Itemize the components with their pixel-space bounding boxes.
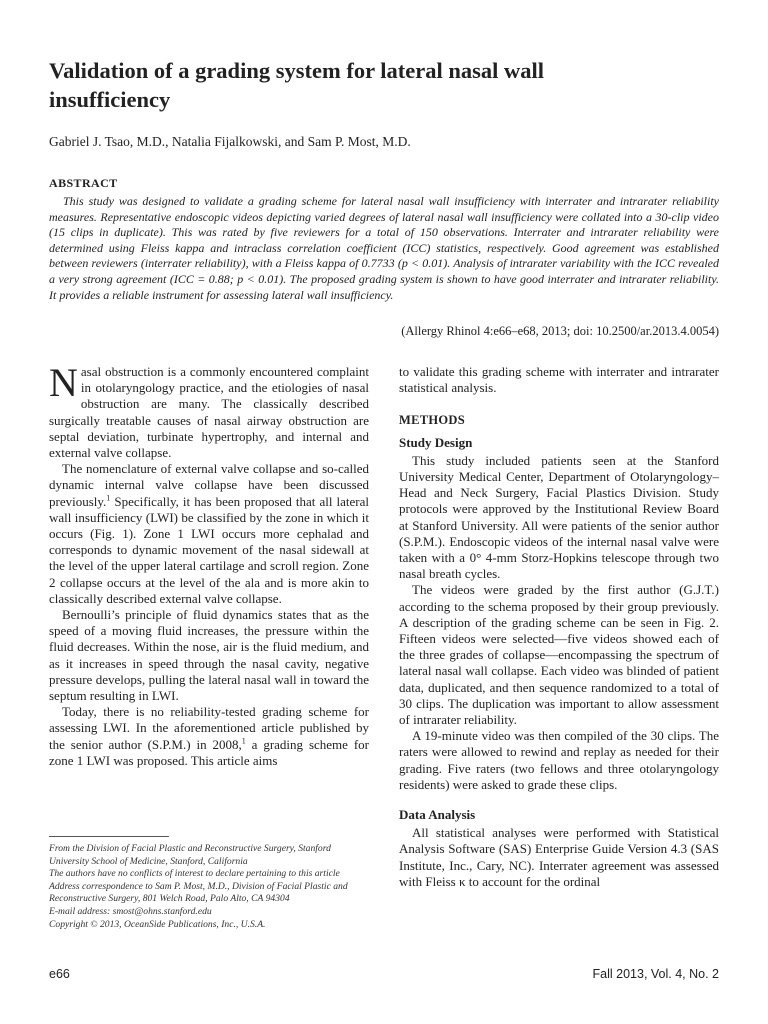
footnotes xyxy=(49,843,371,931)
right-column xyxy=(399,364,719,890)
intro-paragraph-1 xyxy=(49,360,369,461)
footnote-copyright: Copyright © 2013, OceanSide Publications, Inc., U.S.A. xyxy=(49,918,266,930)
intro-paragraph-4-text-a: Today, there is no reliability-tested grading scheme for assessing LWI. In the aforementioned article published by the senior author (S.P.M.) in 2008, xyxy=(49,704,369,752)
abstract-body: This study was designed to validate a grading scheme for lateral nasal wall insufficiency with interrater and intrarater reliability measures. Representative endoscopic videos depicting varied degrees of lateral nasal wall insufficiency were collated into a 30-clip video (15 clips in duplicate). This was rated by five reviewers for a total of 150 observations. Interrater and intrarater reliability were determined using Fleiss kappa and intraclass correlation coefficient (ICC) statistics, respectively. Good agreement was established between reviewers (interrater reliability), with a Fleiss kappa of 0.7733 (p < 0.01). Analysis of intrarater variability with the ICC revealed a very strong agreement (ICC = 0.88; p < 0.01). The proposed grading system is shown to have good interrater and intrarater reliability. It provides a reliable instrument for assessing lateral wall insufficiency. xyxy=(49,194,719,302)
citation: (Allergy Rhinol 4:e66–e68, 2013; doi: 10.2500/ar.2013.4.0054) xyxy=(401,324,719,338)
intro-paragraph-3: Bernoulli’s principle of fluid dynamics states that as the speed of a moving fluid increases, the pressure within the fluid decreases. Within the nose, air is the fluid medium, and as it increases in speed through the nasal cavity, negative pressure develops, pulling the lateral nasal wall in toward the septum resulting in LWI. xyxy=(49,607,369,704)
issue-info: Fall 2013, Vol. 4, No. 2 xyxy=(592,967,719,981)
study-design-heading: Study Design xyxy=(399,434,473,450)
intro-paragraph-2-text-a: The nomenclature of external valve collapse and so-called dynamic internal valve collapse have been discussed previously. xyxy=(49,461,369,509)
reference-marker: 1 xyxy=(106,493,111,503)
methods-paragraph-2: The videos were graded by the first author (G.J.T.) according to the schema proposed by their group previously. A description of the grading scheme can be seen in Fig. 2. Fifteen videos were selected—five videos showed each of the three grades of collapse—encompassing the spectrum of lateral nasal wall collapse. Each video was blinded of patient data, duplicated, and then sequence randomized to a total of 30 clips. The duplication was important to allow assessment of intrarater reliability. xyxy=(399,582,719,728)
intro-paragraph-2-text-b: Specifically, it has been proposed that all lateral wall insufficiency (LWI) be classified by the zone in which it occurs (Fig. 1). Zone 1 LWI occurs more cephalad and corresponds to dynamic movement of the nasal sidewall at the level of the upper lateral cartilage and scroll region. Zone 2 collapse occurs at the level of the ala and is more akin to classically described external valve collapse. xyxy=(49,493,369,606)
left-column xyxy=(49,360,369,769)
methods-heading: METHODS xyxy=(399,413,465,428)
footnote-conflicts: The authors have no conflicts of interest to declare pertaining to this article xyxy=(49,868,340,880)
data-analysis-paragraph: All statistical analyses were performed with Statistical Analysis Software (SAS) Enterprise Guide Version 4.3 (SAS Institute, Inc., Cary, NC). Interrater agreement was assessed with Fleiss κ to account for the ordinal xyxy=(399,825,719,889)
methods-paragraph-3: A 19-minute video was then compiled of the 30 clips. The raters were allowed to rewind and replay as needed for their grading. Five raters (two fellows and three otolaryngology residents) were asked to grade these clips. xyxy=(399,728,719,792)
methods-paragraph-1: This study included patients seen at the Stanford University Medical Center, Department of Otolaryngology–Head and Neck Surgery, Facial Plastics Division. Study protocols were approved by the Institutional Review Board at Stanford University. All were patients of the senior author (S.P.M.). Endoscopic videos of the internal nasal valve were taken with a 0° 4-mm Storz-Hopkins telescope through two nasal breath cycles. xyxy=(399,452,719,582)
intro-paragraph-4 xyxy=(49,704,369,769)
intro-paragraph-1-text: asal obstruction is a commonly encountered complaint in otolaryngology practice, and the etiologies of nasal obstruction are many. The classically described surgically treatable causes of nasal airway obstruction are septal deviation, turbinate hypertrophy, and internal and external valve collapse. xyxy=(49,364,369,461)
abstract-heading: ABSTRACT xyxy=(49,176,118,190)
data-analysis-heading: Data Analysis xyxy=(399,807,476,823)
footnote-email: E-mail address: smost@ohns.stanford.edu xyxy=(49,905,212,917)
footnote-correspondence: Address correspondence to Sam P. Most, M.D., Division of Facial Plastic and Reconstructive Surgery, 801 Welch Road, Palo Alto, CA 94304 xyxy=(49,880,348,905)
footnote-affiliation: From the Division of Facial Plastic and Reconstructive Surgery, Stanford University School of Medicine, Stanford, California xyxy=(49,843,331,867)
article-title: Validation of a grading system for lateral nasal wall insufficiency xyxy=(49,58,545,112)
footnote-divider xyxy=(49,836,169,837)
author-list: Gabriel J. Tsao, M.D., Natalia Fijalkowski, and Sam P. Most, M.D. xyxy=(49,134,411,149)
intro-paragraph-2 xyxy=(49,461,369,607)
intro-paragraph-continued: to validate this grading scheme with interrater and intrarater statistical analysis. xyxy=(399,364,719,396)
intro-paragraph-4-text-b: a grading scheme for zone 1 LWI was proposed. This article aims xyxy=(49,736,369,768)
page-number: e66 xyxy=(49,967,70,981)
drop-cap: N xyxy=(49,360,78,405)
reference-marker: 1 xyxy=(241,736,246,746)
